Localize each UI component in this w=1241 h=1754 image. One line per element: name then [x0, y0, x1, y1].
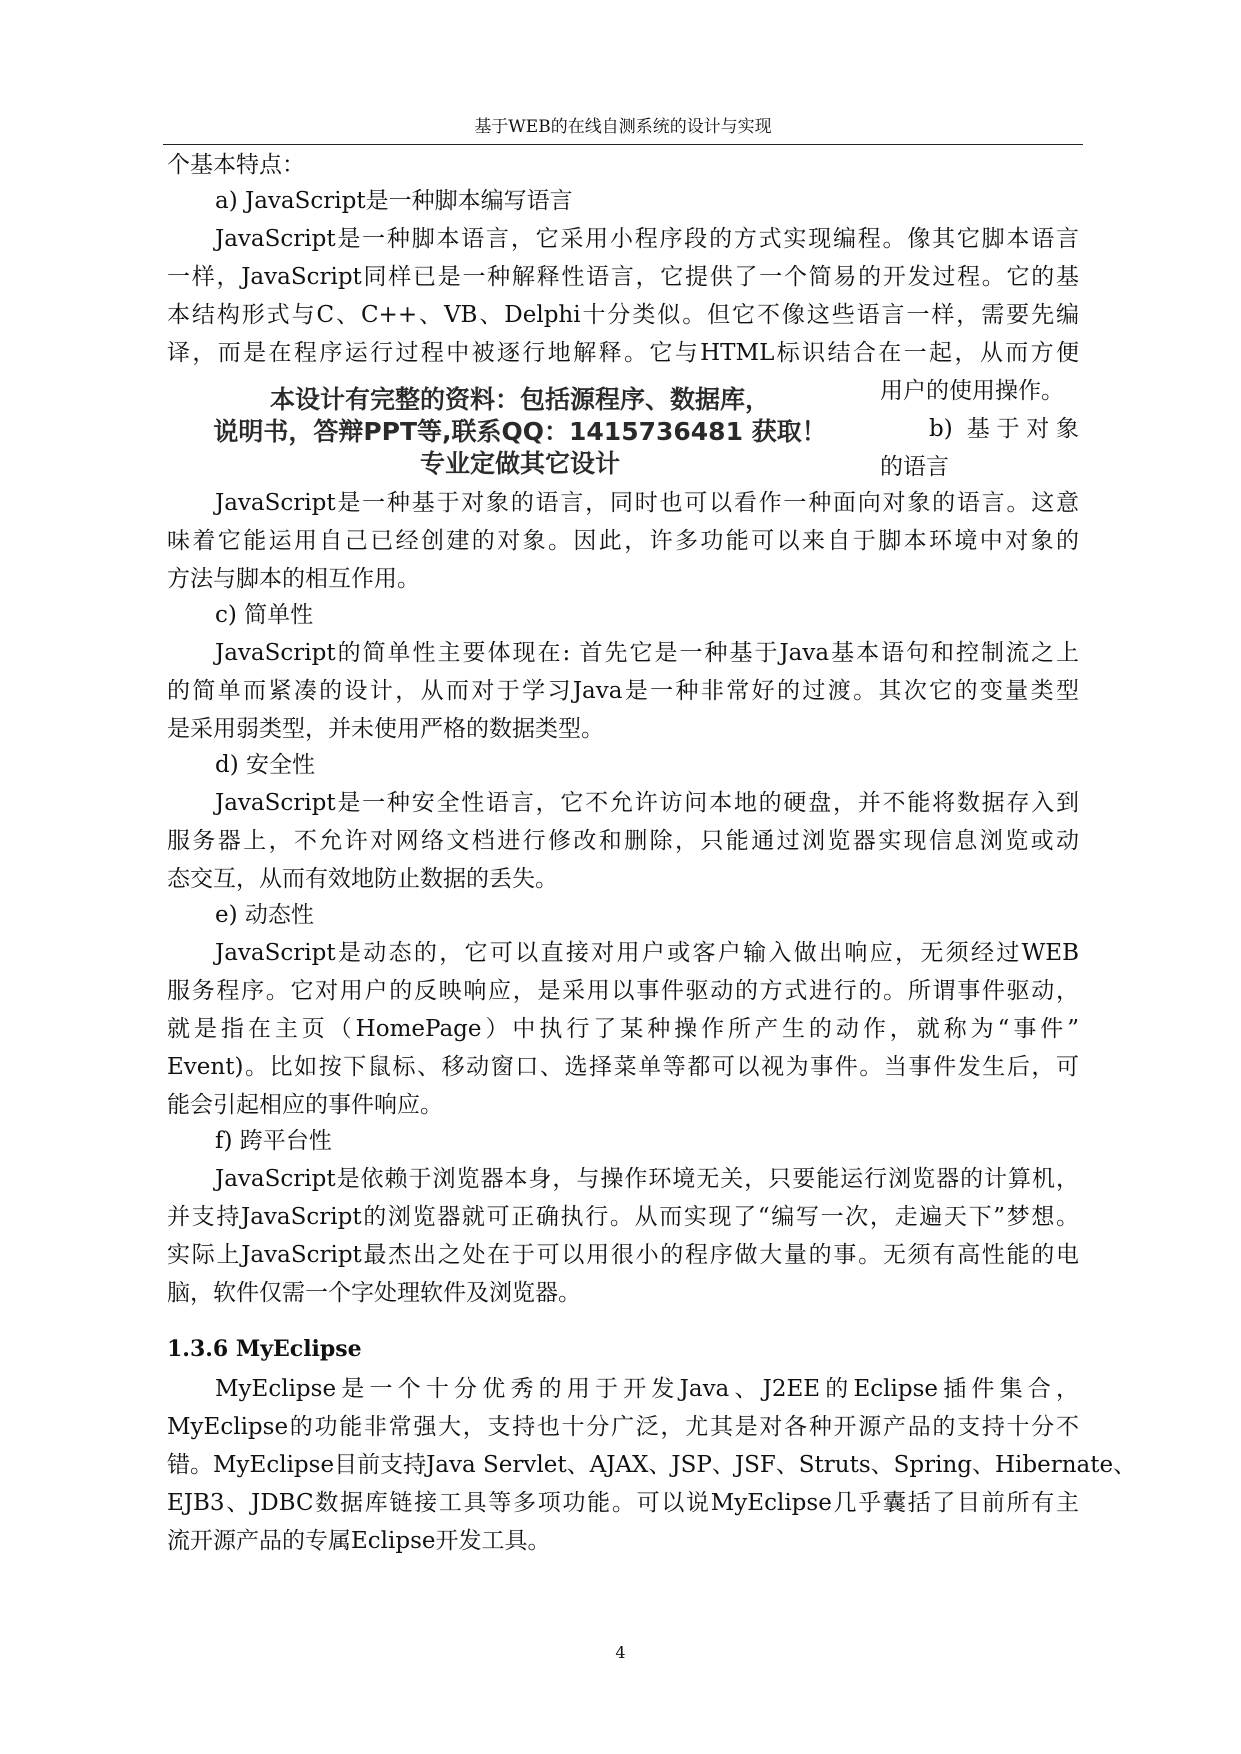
page-number: 4 [615, 1643, 626, 1662]
text-line: MyEclipse是一个十分优秀的用于开发Java、J2EE的Eclipse插件集合， [215, 1376, 1080, 1402]
section-heading: 1.3.6 MyEclipse [167, 1336, 362, 1362]
text-line: 脑，软件仅需一个字处理软件及浏览器。 [167, 1280, 581, 1306]
text-line: 用户的使用操作。 [880, 378, 1064, 404]
text-line: 方法与脚本的相互作用。 [167, 566, 420, 592]
list-item-heading: e) 动态性 [215, 902, 314, 928]
text-line: 本结构形式与C、C++、VB、Delphi十分类似。但它不像这些语言一样，需要先编 [167, 302, 1079, 328]
list-item-heading: 的语言 [880, 454, 949, 480]
list-item-heading: f) 跨平台性 [215, 1128, 332, 1154]
text-line: 的简单而紧凑的设计，从而对于学习Java是一种非常好的过渡。其次它的变量类型 [167, 678, 1079, 704]
text-line: 译，而是在程序运行过程中被逐行地解释。它与HTML标识结合在一起，从而方便 [167, 340, 1079, 366]
text-line: 个基本特点： [167, 152, 305, 178]
text-line: JavaScript是一种基于对象的语言，同时也可以看作一种面向对象的语言。这意 [215, 490, 1079, 516]
text-line: 流开源产品的专属Eclipse开发工具。 [167, 1528, 551, 1554]
list-item-heading: d) 安全性 [215, 752, 316, 778]
text-line: EJB3、JDBC数据库链接工具等多项功能。可以说MyEclipse几乎囊括了目前所有主 [167, 1490, 1079, 1516]
text-line: Event)。比如按下鼠标、移动窗口、选择菜单等都可以视为事件。当事件发生后，可 [167, 1054, 1079, 1080]
text-line: 态交互，从而有效地防止数据的丢失。 [167, 866, 558, 892]
text-line: 实际上JavaScript最杰出之处在于可以用很小的程序做大量的事。无须有高性能的电 [167, 1242, 1079, 1268]
text-line: JavaScript是动态的，它可以直接对用户或客户输入做出响应，无须经过WEB [215, 940, 1079, 966]
text-line: 就是指在主页（HomePage）中执行了某种操作所产生的动作，就称为“事件” [167, 1016, 1079, 1042]
text-line: 能会引起相应的事件响应。 [167, 1092, 443, 1118]
text-line: JavaScript是一种脚本语言，它采用小程序段的方式实现编程。像其它脚本语言 [215, 226, 1079, 252]
text-line: JavaScript是依赖于浏览器本身，与操作环境无关，只要能运行浏览器的计算机， [215, 1166, 1079, 1192]
text-line: 服务程序。它对用户的反映响应，是采用以事件驱动的方式进行的。所谓事件驱动， [167, 978, 1079, 1004]
list-item-heading: a) JavaScript是一种脚本编写语言 [215, 188, 573, 214]
watermark-line: 专业定做其它设计 [419, 449, 620, 478]
watermark-line: 本设计有完整的资料：包括源程序、数据库， [269, 385, 770, 414]
text-line: 并支持JavaScript的浏览器就可正确执行。从而实现了“编写一次，走遍天下”梦想。 [167, 1204, 1079, 1230]
text-line: 味着它能运用自己已经创建的对象。因此，许多功能可以来自于脚本环境中对象的 [167, 528, 1079, 554]
watermark-line: 说明书，答辩PPT等,联系QQ：1415736481 获取！ [213, 417, 827, 446]
list-item-heading: b) 基于对象 [929, 416, 1079, 442]
text-line: JavaScript的简单性主要体现在: 首先它是一种基于Java基本语句和控制流之上 [215, 640, 1079, 666]
watermark [180, 384, 860, 480]
text-line: 一样，JavaScript同样已是一种解释性语言，它提供了一个简易的开发过程。它的基 [167, 264, 1079, 290]
text-line: JavaScript是一种安全性语言，它不允许访问本地的硬盘，并不能将数据存入到 [215, 790, 1079, 816]
text-line: 错。MyEclipse目前支持Java Servlet、AJAX、JSP、JSF、Struts、Spring、Hibernate、 [167, 1452, 1137, 1478]
list-item-heading: c) 简单性 [215, 602, 314, 628]
text-line: 是采用弱类型，并未使用严格的数据类型。 [167, 716, 604, 742]
text-line: 服务器上，不允许对网络文档进行修改和删除，只能通过浏览器实现信息浏览或动 [167, 828, 1079, 854]
text-line: MyEclipse的功能非常强大，支持也十分广泛，尤其是对各种开源产品的支持十分不 [167, 1414, 1079, 1440]
header-rule [163, 144, 1083, 145]
running-header: 基于WEB的在线自测系统的设计与实现 [474, 117, 772, 137]
